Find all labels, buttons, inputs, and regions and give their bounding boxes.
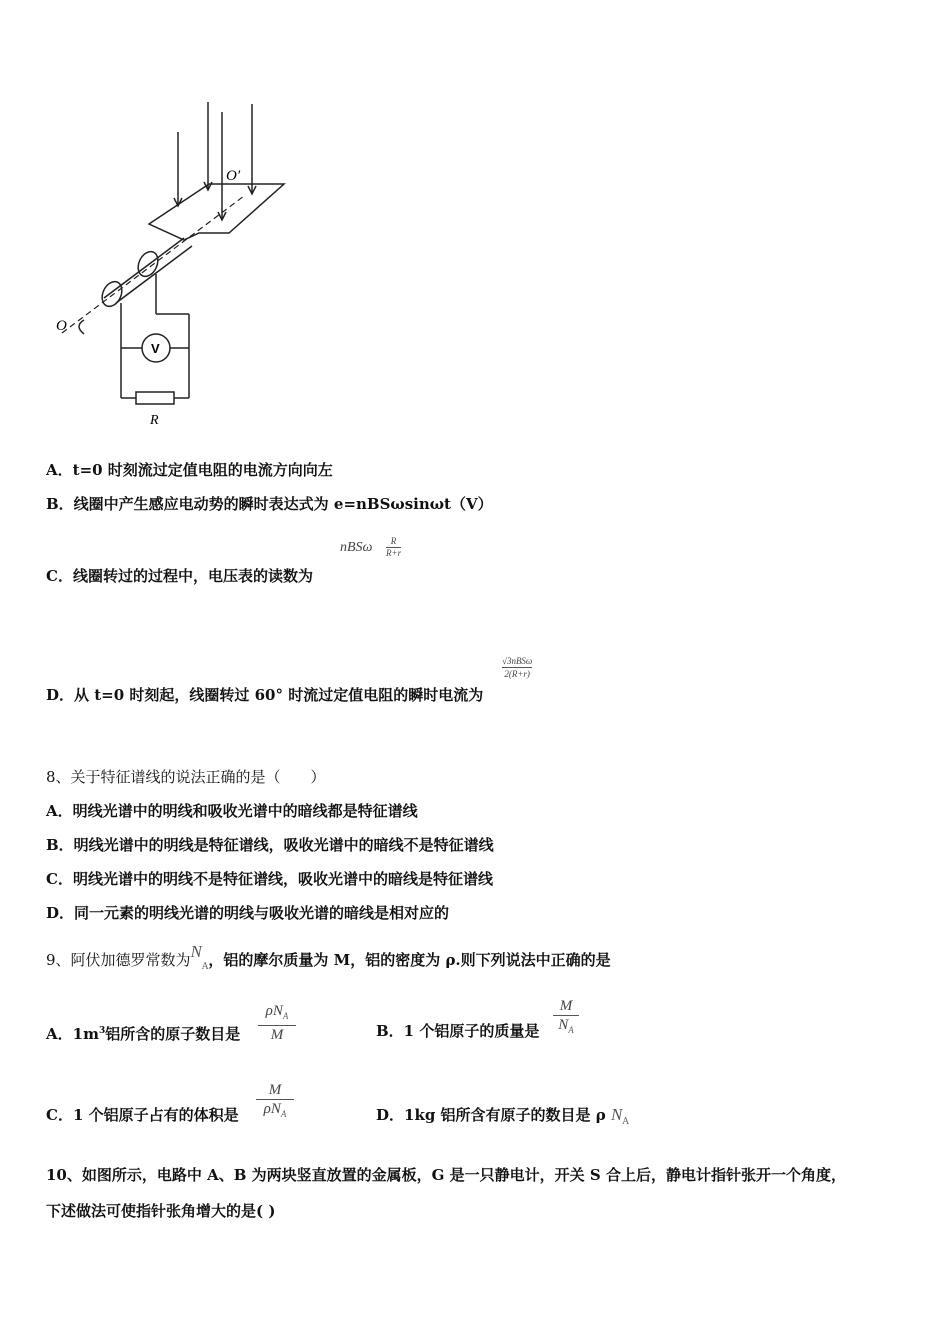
q7-option-c: C．线圈转过的过程中，电压表的读数为	[46, 567, 313, 585]
q7-option-b: B．线圈中产生感应电动势的瞬时表达式为 e=nBSωsinωt（V）	[46, 495, 493, 513]
q9-c-fraction: M $\rho N_A$	[256, 1081, 294, 1123]
q9-option-d: D．1kg 铝所含有原子的数目是 ρ $N_A$	[376, 1105, 629, 1127]
q9-b-fraction: M $N_A$	[553, 997, 579, 1039]
label-o: O	[56, 318, 67, 334]
q8-option-a: A．明线光谱中的明线和吸收光谱中的暗线都是特征谱线	[46, 802, 418, 820]
q8-option-b: B．明线光谱中的明线是特征谱线，吸收光谱中的暗线不是特征谱线	[46, 836, 494, 854]
q7-c-formula: nBSω	[340, 540, 373, 555]
resistor	[136, 392, 174, 404]
axis-line	[62, 196, 244, 333]
rotation-arrow	[79, 320, 84, 334]
q9-option-a: A．$1m^3$铝所含的原子数目是	[46, 1025, 241, 1043]
coil	[149, 184, 284, 240]
q9-option-c: C．1 个铝原子占有的体积是	[46, 1106, 239, 1124]
label-r: R	[150, 413, 159, 428]
q8-option-c: C．明线光谱中的明线不是特征谱线，吸收光谱中的暗线是特征谱线	[46, 870, 493, 888]
q10-stem-line2: 下述做法可使指针张角增大的是( )	[46, 1202, 276, 1220]
q7-d-fraction: √3nBSω 2(R+r)	[502, 656, 533, 679]
slip-ring	[134, 248, 161, 279]
generator-diagram	[44, 98, 294, 433]
label-v: V	[151, 341, 160, 356]
q8-stem: 8、关于特征谱线的说法正确的是（ ）	[46, 768, 326, 786]
q8-option-d: D．同一元素的明线光谱的明线与吸收光谱的暗线是相对应的	[46, 904, 450, 922]
q7-c-fraction: R R+r	[386, 536, 402, 558]
q10-stem-line1: 10、如图所示，电路中 A、B 为两块竖直放置的金属板，G 是一只静电计，开关 S 合上后，静电计指针张开一个角度，	[46, 1166, 846, 1184]
q9-a-fraction: $\rho N_A$ M	[258, 1002, 296, 1044]
label-o-prime: O′	[226, 168, 241, 184]
q7-option-d: D．从 t=0 时刻起，线圈转过 60° 时流过定值电阻的瞬时电流为	[46, 686, 484, 704]
q7-option-a: A．t=0 时刻流过定值电阻的电流方向向左	[46, 461, 333, 479]
q9-option-b: B．1 个铝原子的质量是	[376, 1022, 540, 1040]
q9-stem: 9、阿伏加德罗常数为$N_A$，铝的摩尔质量为 M，铝的密度为 ρ.则下列说法中正确的是	[46, 942, 611, 972]
